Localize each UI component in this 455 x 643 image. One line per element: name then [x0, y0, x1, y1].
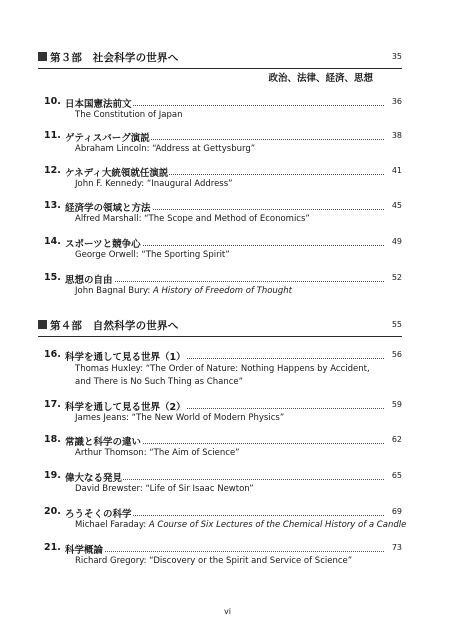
- toc-entry-13[interactable]: [38, 200, 402, 224]
- entry-source: The Constitution of Japan: [75, 110, 183, 120]
- toc-entry-20[interactable]: [38, 506, 407, 530]
- entry-source: Michael Faraday: A Course of Six Lectures of the Chemical History of a Candle: [75, 520, 407, 530]
- entry-source: Richard Gregory: “Discovery or the Spirit and Service of Science”: [75, 556, 353, 566]
- entry-title: 科学概論: [65, 542, 104, 556]
- entry-page-number: 49: [391, 237, 402, 246]
- entry-page-number: 36: [391, 97, 402, 106]
- entry-title: 科学を通して見る世界（1）: [65, 349, 187, 363]
- part4-header: [38, 318, 402, 337]
- entry-page-number: 62: [391, 435, 402, 444]
- toc-entry-10[interactable]: [38, 96, 402, 120]
- entry-page-number: 56: [391, 350, 402, 359]
- entry-source: George Orwell: “The Sporting Spirit”: [75, 250, 230, 260]
- entry-title: ゲティスバーグ演説: [65, 130, 151, 144]
- entry-source: Alfred Marshall: “The Scope and Method of Economics”: [75, 214, 310, 224]
- entry-source: Arthur Thomson: “The Aim of Science”: [75, 448, 240, 458]
- toc-entry-21[interactable]: [38, 542, 402, 566]
- entry-source: James Jeans: “The New World of Modern Physics”: [75, 413, 285, 423]
- toc-entry-17[interactable]: [38, 399, 402, 423]
- entry-page-number: 52: [391, 273, 402, 282]
- entry-number: 17.: [44, 399, 61, 410]
- toc-entry-15[interactable]: [38, 272, 402, 296]
- entry-number: 11.: [44, 130, 61, 141]
- toc-entry-16[interactable]: [38, 349, 402, 387]
- entry-number: 10.: [44, 96, 61, 107]
- part3-page-number: 35: [391, 52, 402, 61]
- entry-source: Abraham Lincoln: “Address at Gettysburg”: [75, 144, 256, 154]
- square-bullet-icon: [38, 320, 47, 329]
- entry-source: Thomas Huxley: “The Order of Nature: Nothing Happens by Accident,: [75, 364, 370, 374]
- part4-title: 第４部 自然科学の世界へ: [50, 320, 179, 332]
- entry-page-number: 45: [391, 201, 402, 210]
- toc-entry-11[interactable]: [38, 130, 402, 154]
- entry-number: 15.: [44, 272, 61, 283]
- square-bullet-icon: [38, 52, 47, 61]
- entry-number: 13.: [44, 200, 61, 211]
- entry-title: 常識と科学の違い: [65, 434, 142, 448]
- entry-title: 科学を通して見る世界（2）: [65, 399, 187, 413]
- entry-source-continued: and There is No Such Thing as Chance”: [75, 377, 244, 387]
- entry-number: 18.: [44, 434, 61, 445]
- entry-page-number: 59: [391, 400, 402, 409]
- toc-entry-14[interactable]: [38, 236, 402, 260]
- entry-title: 思想の自由: [65, 272, 114, 286]
- entry-title: 経済学の領域と方法: [65, 200, 152, 214]
- entry-page-number: 73: [391, 543, 402, 552]
- entry-title: 偉大なる発見: [65, 470, 123, 484]
- entry-number: 20.: [44, 506, 61, 517]
- entry-number: 19.: [44, 470, 61, 481]
- part4-page-number: 55: [391, 320, 402, 329]
- page-folio: vi: [224, 607, 231, 616]
- part3-title: 第３部 社会科学の世界へ: [50, 52, 179, 64]
- part3-subtitle: 政治、法律、経済、思想: [268, 73, 373, 84]
- entry-number: 21.: [44, 542, 61, 553]
- entry-number: 16.: [44, 349, 61, 360]
- entry-number: 14.: [44, 236, 61, 247]
- toc-entry-19[interactable]: [38, 470, 402, 494]
- entry-title: スポーツと競争心: [65, 236, 142, 250]
- entry-page-number: 65: [391, 471, 402, 480]
- entry-source: John F. Kennedy: “Inaugural Address”: [75, 179, 233, 189]
- entry-title: ろうそくの科学: [65, 506, 133, 520]
- entry-page-number: 69: [391, 507, 402, 516]
- entry-source: David Brewster: “Life of Sir Isaac Newton”: [75, 484, 254, 494]
- toc-entry-12[interactable]: [38, 165, 402, 189]
- part3-header: [38, 50, 402, 69]
- entry-title: 日本国憲法前文: [65, 96, 133, 110]
- dot-leader: [65, 551, 384, 552]
- entry-page-number: 38: [391, 131, 402, 140]
- entry-page-number: 41: [391, 166, 402, 175]
- entry-number: 12.: [44, 165, 61, 176]
- entry-source: John Bagnal Bury: A History of Freedom of Thought: [75, 286, 292, 296]
- entry-title: ケネディ大統領就任演説: [65, 165, 169, 179]
- toc-entry-18[interactable]: [38, 434, 402, 458]
